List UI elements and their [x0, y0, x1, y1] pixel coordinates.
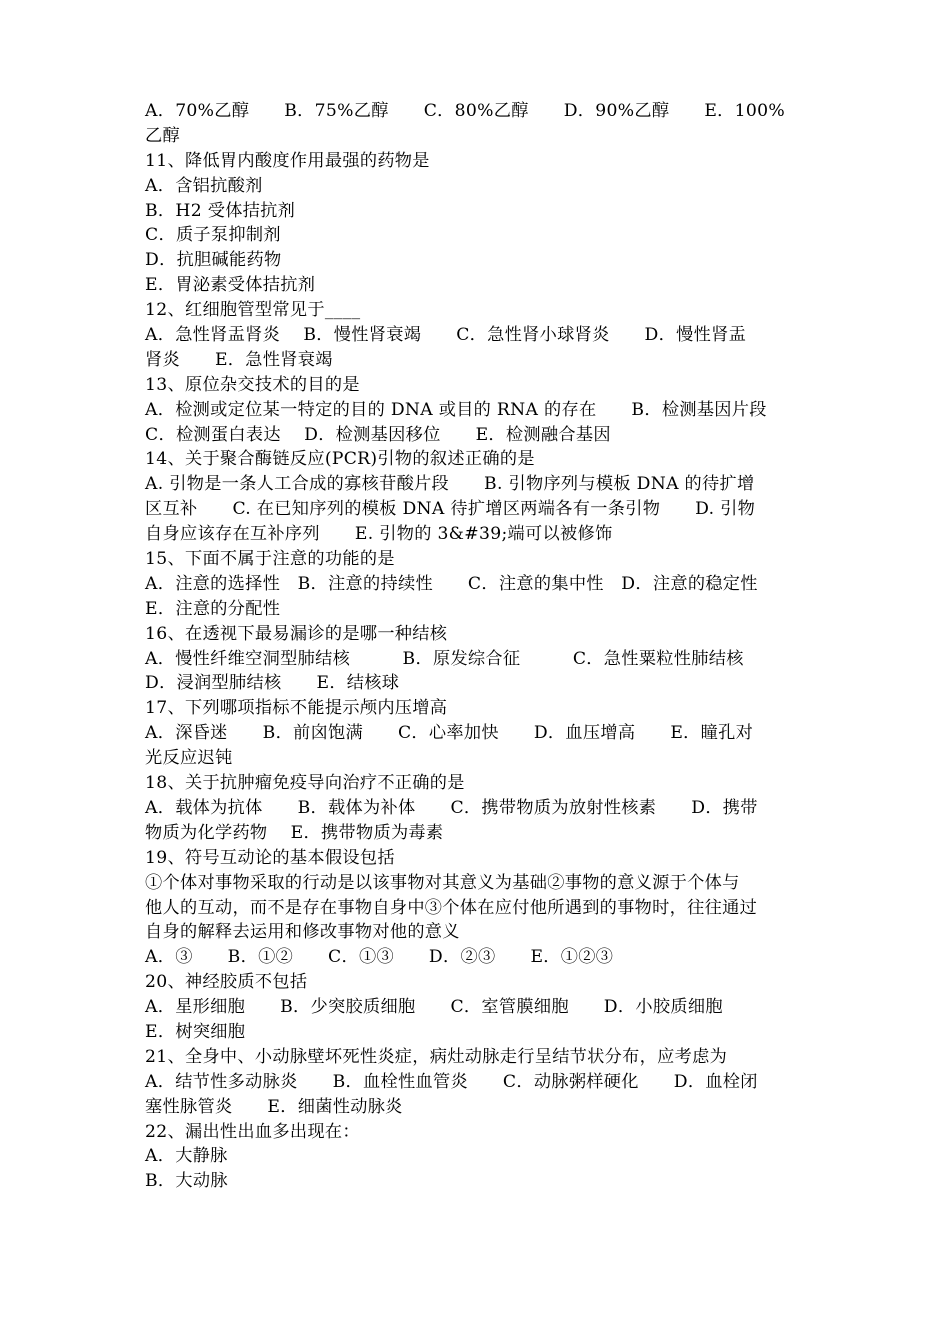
answer-option: B．H2 受体拮抗剂 — [145, 200, 296, 221]
text-line: E．注意的分配性 — [145, 598, 281, 619]
answer-option: B．大动脉 — [145, 1171, 228, 1192]
text-line: 他人的互动，而不是存在事物自身中③个体在应付他所遇到的事物时，往往通过 — [145, 897, 758, 918]
text-line: 物质为化学药物 E．携带物质为毒素 — [145, 822, 444, 843]
text-line: A．结节性多动脉炎 B．血栓性血管炎 C．动脉粥样硬化 D．血栓闭 — [145, 1071, 758, 1092]
question-stem: 14、关于聚合酶链反应(PCR)引物的叙述正确的是 — [145, 449, 535, 470]
text-line: C．检测蛋白表达 D．检测基因移位 E．检测融合基因 — [145, 424, 611, 445]
text-line: A．慢性纤维空洞型肺结核 B．原发综合征 C．急性粟粒性肺结核 — [145, 648, 744, 669]
text-line: A. 引物是一条人工合成的寡核苷酸片段 B. 引物序列与模板 DNA 的待扩增 — [145, 474, 755, 495]
text-line: 塞性脉管炎 E．细菌性动脉炎 — [145, 1096, 403, 1117]
question-stem: 13、原位杂交技术的目的是 — [145, 374, 360, 395]
text-line: E．树突细胞 — [145, 1021, 246, 1042]
text-line: A．注意的选择性 B．注意的持续性 C．注意的集中性 D．注意的稳定性 — [145, 573, 758, 594]
question-stem: 19、符号互动论的基本假设包括 — [145, 847, 395, 868]
question-stem: 17、下列哪项指标不能提示颅内压增高 — [145, 698, 448, 719]
question-stem: 16、在透视下最易漏诊的是哪一种结核 — [145, 623, 448, 644]
text-line: 自身的解释去运用和修改事物对他的意义 — [145, 922, 460, 943]
question-stem: 18、关于抗肿瘤免疫导向治疗不正确的是 — [145, 773, 465, 794]
text-line: A．③ B．①② C．①③ D．②③ E．①②③ — [145, 947, 614, 968]
text-line: 自身应该存在互补序列 E. 引物的 3&#39;端可以被修饰 — [145, 524, 613, 545]
answer-option: A．含铝抗酸剂 — [145, 175, 263, 196]
question-stem: 15、下面不属于注意的功能的是 — [145, 549, 395, 570]
text-line: A．70%乙醇 B．75%乙醇 C．80%乙醇 D．90%乙醇 E．100% — [145, 101, 786, 121]
answer-option: C．质子泵抑制剂 — [145, 225, 281, 246]
answer-option: A．大静脉 — [145, 1146, 228, 1167]
question-stem: 20、神经胶质不包括 — [145, 972, 308, 993]
document-page — [145, 99, 810, 1194]
question-stem: 21、全身中、小动脉壁坏死性炎症，病灶动脉走行呈结节状分布，应考虑为 — [145, 1046, 728, 1067]
question-stem: 11、降低胃内酸度作用最强的药物是 — [145, 150, 430, 171]
text-line: 乙醇 — [145, 125, 180, 146]
text-line: ①个体对事物采取的行动是以该事物对其意义为基础②事物的意义源于个体与 — [145, 872, 740, 893]
answer-option: D．抗胆碱能药物 — [145, 250, 282, 271]
text-line: 光反应迟钝 — [145, 748, 233, 769]
question-stem: 12、红细胞管型常见于____ — [145, 300, 361, 321]
text-line: A．深昏迷 B．前囟饱满 C．心率加快 D．血压增高 E．瞳孔对 — [145, 723, 754, 744]
text-line: A．检测或定位某一特定的目的 DNA 或目的 RNA 的存在 B．检测基因片段 — [145, 399, 767, 420]
text-line: A．急性肾盂肾炎 B．慢性肾衰竭 C．急性肾小球肾炎 D．慢性肾盂 — [145, 325, 747, 346]
text-line: D．浸润型肺结核 E．结核球 — [145, 673, 400, 694]
text-line: 区互补 C. 在已知序列的模板 DNA 待扩增区两端各有一条引物 D. 引物 — [145, 499, 756, 520]
text-line: A．星形细胞 B．少突胶质细胞 C．室管膜细胞 D．小胶质细胞 — [145, 997, 723, 1018]
text-line: A．载体为抗体 B．载体为补体 C．携带物质为放射性核素 D．携带 — [145, 797, 758, 818]
answer-option: E．胃泌素受体拮抗剂 — [145, 275, 316, 296]
text-line: 肾炎 E．急性肾衰竭 — [145, 349, 333, 370]
question-stem: 22、漏出性出血多出现在： — [145, 1121, 360, 1142]
